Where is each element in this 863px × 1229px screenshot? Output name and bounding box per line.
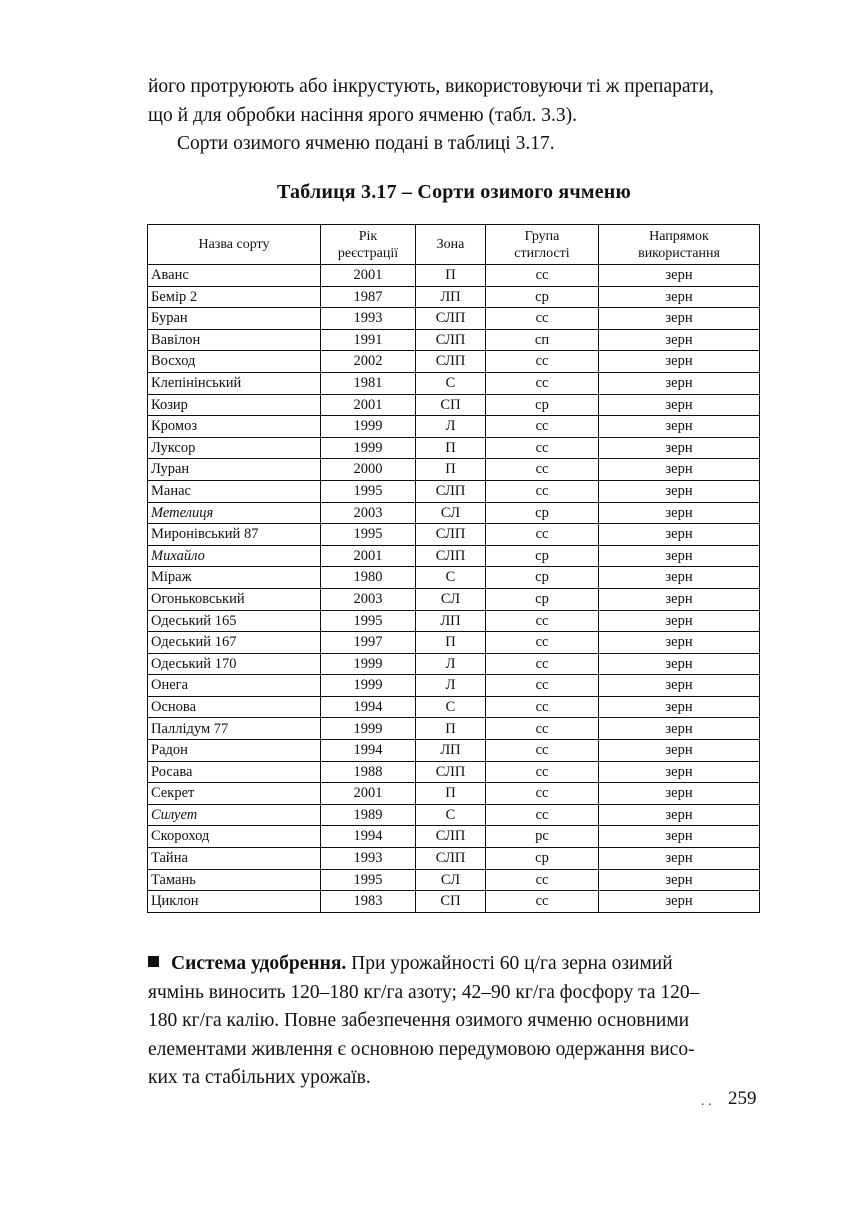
fertilization-line-3: 180 кг/га калію. Повне забезпечення озимого ячменю основними	[148, 1010, 690, 1031]
cell-registration-year: 1993	[321, 848, 416, 870]
page-number: 259	[728, 1088, 757, 1109]
cell-usage-direction: зерн	[599, 848, 760, 870]
table-row	[148, 286, 760, 308]
cell-zone: П	[416, 265, 486, 287]
cell-ripeness-group: ср	[486, 588, 599, 610]
header-zone: Зона	[416, 225, 486, 265]
fertilization-line-2: ячмінь виносить 120–180 кг/га азоту; 42–90 кг/га фосфору та 120–	[148, 981, 700, 1003]
cell-ripeness-group: ср	[486, 394, 599, 416]
cell-ripeness-group: ср	[486, 545, 599, 567]
cell-ripeness-group: сс	[486, 869, 599, 891]
cell-ripeness-group: сс	[486, 783, 599, 805]
cell-usage-direction: зерн	[599, 632, 760, 654]
cell-registration-year: 1995	[321, 610, 416, 632]
cell-ripeness-group: сс	[486, 480, 599, 502]
cell-usage-direction: зерн	[599, 610, 760, 632]
cell-zone: П	[416, 718, 486, 740]
table-row	[148, 308, 760, 330]
cell-variety-name: Міраж	[148, 567, 321, 589]
cell-ripeness-group: сс	[486, 351, 599, 373]
cell-usage-direction: зерн	[599, 869, 760, 891]
cell-zone: ЛП	[416, 740, 486, 762]
cell-zone: С	[416, 804, 486, 826]
cell-variety-name: Силует	[148, 804, 321, 826]
cell-usage-direction: зерн	[599, 265, 760, 287]
cell-registration-year: 2001	[321, 545, 416, 567]
table-row	[148, 329, 760, 351]
cell-registration-year: 1981	[321, 372, 416, 394]
cell-registration-year: 1999	[321, 437, 416, 459]
cell-ripeness-group: сс	[486, 675, 599, 697]
table-body	[148, 265, 760, 913]
cell-usage-direction: зерн	[599, 351, 760, 373]
intro-line-2: що й для обробки насіння ярого ячменю (табл. 3.3).	[148, 104, 578, 126]
cell-usage-direction: зерн	[599, 524, 760, 546]
cell-variety-name: Метелиця	[148, 502, 321, 524]
cell-registration-year: 1987	[321, 286, 416, 308]
square-bullet-icon	[148, 956, 159, 967]
table-row	[148, 761, 760, 783]
varieties-table	[147, 224, 760, 913]
cell-registration-year: 1995	[321, 869, 416, 891]
table-row	[148, 545, 760, 567]
cell-zone: П	[416, 783, 486, 805]
table-row	[148, 718, 760, 740]
cell-zone: СЛП	[416, 308, 486, 330]
cell-usage-direction: зерн	[599, 761, 760, 783]
cell-registration-year: 1991	[321, 329, 416, 351]
cell-registration-year: 2003	[321, 588, 416, 610]
cell-variety-name: Тамань	[148, 869, 321, 891]
cell-variety-name: Циклон	[148, 891, 321, 913]
cell-zone: СЛ	[416, 588, 486, 610]
cell-variety-name: Кромоз	[148, 416, 321, 438]
table-row	[148, 459, 760, 481]
cell-variety-name: Росава	[148, 761, 321, 783]
cell-variety-name: Онега	[148, 675, 321, 697]
table-row	[148, 804, 760, 826]
table-row	[148, 588, 760, 610]
cell-variety-name: Козир	[148, 394, 321, 416]
table-row	[148, 416, 760, 438]
cell-registration-year: 1988	[321, 761, 416, 783]
header-usage-direction: Напрямок використання	[599, 225, 760, 265]
cell-usage-direction: зерн	[599, 718, 760, 740]
cell-ripeness-group: ср	[486, 848, 599, 870]
cell-registration-year: 1993	[321, 308, 416, 330]
cell-zone: П	[416, 459, 486, 481]
cell-variety-name: Бемір 2	[148, 286, 321, 308]
cell-zone: СЛ	[416, 869, 486, 891]
table-row	[148, 740, 760, 762]
table-row	[148, 610, 760, 632]
cell-zone: ЛП	[416, 610, 486, 632]
cell-usage-direction: зерн	[599, 416, 760, 438]
cell-usage-direction: зерн	[599, 394, 760, 416]
cell-usage-direction: зерн	[599, 372, 760, 394]
cell-zone: С	[416, 567, 486, 589]
cell-usage-direction: зерн	[599, 480, 760, 502]
cell-variety-name: Луксор	[148, 437, 321, 459]
cell-zone: СП	[416, 394, 486, 416]
cell-variety-name: Михайло	[148, 545, 321, 567]
table-title: Таблиця 3.17 – Сорти озимого ячменю	[277, 181, 631, 203]
cell-ripeness-group: ср	[486, 567, 599, 589]
cell-ripeness-group: сс	[486, 308, 599, 330]
cell-variety-name: Одеський 170	[148, 653, 321, 675]
cell-registration-year: 1999	[321, 416, 416, 438]
cell-variety-name: Секрет	[148, 783, 321, 805]
fertilization-line-1	[148, 950, 760, 979]
cell-zone: СЛП	[416, 761, 486, 783]
table-row	[148, 372, 760, 394]
cell-registration-year: 2001	[321, 783, 416, 805]
cell-zone: С	[416, 696, 486, 718]
cell-ripeness-group: сс	[486, 372, 599, 394]
cell-variety-name: Луран	[148, 459, 321, 481]
cell-usage-direction: зерн	[599, 545, 760, 567]
cell-zone: П	[416, 437, 486, 459]
cell-zone: СЛП	[416, 329, 486, 351]
table-header-row	[148, 225, 760, 265]
table-row	[148, 480, 760, 502]
cell-zone: Л	[416, 416, 486, 438]
cell-usage-direction: зерн	[599, 653, 760, 675]
cell-registration-year: 1999	[321, 718, 416, 740]
header-registration-year: Рік реєстрації	[321, 225, 416, 265]
cell-ripeness-group: сс	[486, 265, 599, 287]
cell-variety-name: Миронівський 87	[148, 524, 321, 546]
table-row	[148, 567, 760, 589]
page-mark-dots: . .	[701, 1094, 712, 1109]
cell-usage-direction: зерн	[599, 740, 760, 762]
cell-variety-name: Вавілон	[148, 329, 321, 351]
cell-zone: СЛП	[416, 545, 486, 567]
cell-ripeness-group: сс	[486, 804, 599, 826]
cell-zone: С	[416, 372, 486, 394]
cell-ripeness-group: сс	[486, 761, 599, 783]
cell-registration-year: 1999	[321, 675, 416, 697]
fertilization-line-1-text: При урожайності 60 ц/га зерна озимий	[346, 953, 673, 974]
header-ripeness-group: Група стиглості	[486, 225, 599, 265]
cell-ripeness-group: сс	[486, 437, 599, 459]
cell-ripeness-group: сс	[486, 891, 599, 913]
intro-paragraph	[148, 73, 760, 159]
table-row	[148, 524, 760, 546]
cell-ripeness-group: сс	[486, 632, 599, 654]
cell-usage-direction: зерн	[599, 826, 760, 848]
table-row	[148, 675, 760, 697]
cell-variety-name: Скороход	[148, 826, 321, 848]
cell-registration-year: 1983	[321, 891, 416, 913]
table-row	[148, 265, 760, 287]
cell-zone: Л	[416, 675, 486, 697]
table-row	[148, 696, 760, 718]
fertilization-line-5: ких та стабільних урожаїв.	[148, 1067, 371, 1088]
cell-ripeness-group: сп	[486, 329, 599, 351]
cell-ripeness-group: ср	[486, 286, 599, 308]
cell-variety-name: Аванс	[148, 265, 321, 287]
cell-registration-year: 1997	[321, 632, 416, 654]
cell-usage-direction: зерн	[599, 804, 760, 826]
table-row	[148, 394, 760, 416]
cell-variety-name: Огоньковський	[148, 588, 321, 610]
cell-variety-name: Паллідум 77	[148, 718, 321, 740]
cell-usage-direction: зерн	[599, 891, 760, 913]
table-row	[148, 351, 760, 373]
cell-registration-year: 1999	[321, 653, 416, 675]
table-row	[148, 891, 760, 913]
cell-ripeness-group: сс	[486, 459, 599, 481]
cell-zone: СЛ	[416, 502, 486, 524]
table-row	[148, 826, 760, 848]
cell-usage-direction: зерн	[599, 675, 760, 697]
cell-registration-year: 1994	[321, 826, 416, 848]
cell-registration-year: 2000	[321, 459, 416, 481]
fertilization-paragraph	[148, 950, 760, 1093]
cell-variety-name: Основа	[148, 696, 321, 718]
cell-registration-year: 2002	[321, 351, 416, 373]
cell-zone: СЛП	[416, 351, 486, 373]
fertilization-line-4: елементами живлення є основною передумовою одержання висо-	[148, 1038, 695, 1060]
cell-ripeness-group: сс	[486, 740, 599, 762]
cell-usage-direction: зерн	[599, 783, 760, 805]
table-row	[148, 437, 760, 459]
cell-ripeness-group: сс	[486, 416, 599, 438]
cell-zone: СЛП	[416, 848, 486, 870]
cell-zone: Л	[416, 653, 486, 675]
cell-registration-year: 1994	[321, 696, 416, 718]
cell-ripeness-group: сс	[486, 524, 599, 546]
cell-ripeness-group: сс	[486, 653, 599, 675]
cell-registration-year: 1980	[321, 567, 416, 589]
cell-usage-direction: зерн	[599, 567, 760, 589]
table-row	[148, 783, 760, 805]
cell-ripeness-group: сс	[486, 718, 599, 740]
cell-usage-direction: зерн	[599, 286, 760, 308]
cell-variety-name: Манас	[148, 480, 321, 502]
cell-zone: ЛП	[416, 286, 486, 308]
cell-zone: П	[416, 632, 486, 654]
cell-zone: СП	[416, 891, 486, 913]
cell-usage-direction: зерн	[599, 329, 760, 351]
table-row	[148, 848, 760, 870]
cell-usage-direction: зерн	[599, 502, 760, 524]
cell-zone: СЛП	[416, 826, 486, 848]
cell-usage-direction: зерн	[599, 588, 760, 610]
cell-ripeness-group: рс	[486, 826, 599, 848]
cell-registration-year: 1989	[321, 804, 416, 826]
cell-variety-name: Восход	[148, 351, 321, 373]
intro-line-1: його протруюють або інкрустують, використовуючи ті ж препарати,	[148, 76, 714, 97]
cell-registration-year: 1995	[321, 524, 416, 546]
table-row	[148, 632, 760, 654]
header-variety-name: Назва сорту	[148, 225, 321, 265]
cell-usage-direction: зерн	[599, 459, 760, 481]
table-row	[148, 502, 760, 524]
cell-registration-year: 2001	[321, 265, 416, 287]
cell-ripeness-group: сс	[486, 696, 599, 718]
cell-usage-direction: зерн	[599, 696, 760, 718]
cell-variety-name: Одеський 165	[148, 610, 321, 632]
cell-variety-name: Клепінінський	[148, 372, 321, 394]
cell-ripeness-group: сс	[486, 610, 599, 632]
cell-variety-name: Тайна	[148, 848, 321, 870]
cell-usage-direction: зерн	[599, 437, 760, 459]
cell-variety-name: Радон	[148, 740, 321, 762]
cell-registration-year: 1995	[321, 480, 416, 502]
table-row	[148, 869, 760, 891]
table-row	[148, 653, 760, 675]
cell-ripeness-group: ср	[486, 502, 599, 524]
cell-variety-name: Одеський 167	[148, 632, 321, 654]
cell-registration-year: 1994	[321, 740, 416, 762]
cell-zone: СЛП	[416, 480, 486, 502]
intro-line-3: Сорти озимого ячменю подані в таблиці 3.17.	[177, 133, 555, 154]
fertilization-heading: Система удобрення.	[171, 953, 347, 974]
cell-registration-year: 2001	[321, 394, 416, 416]
cell-registration-year: 2003	[321, 502, 416, 524]
cell-usage-direction: зерн	[599, 308, 760, 330]
cell-variety-name: Буран	[148, 308, 321, 330]
cell-zone: СЛП	[416, 524, 486, 546]
